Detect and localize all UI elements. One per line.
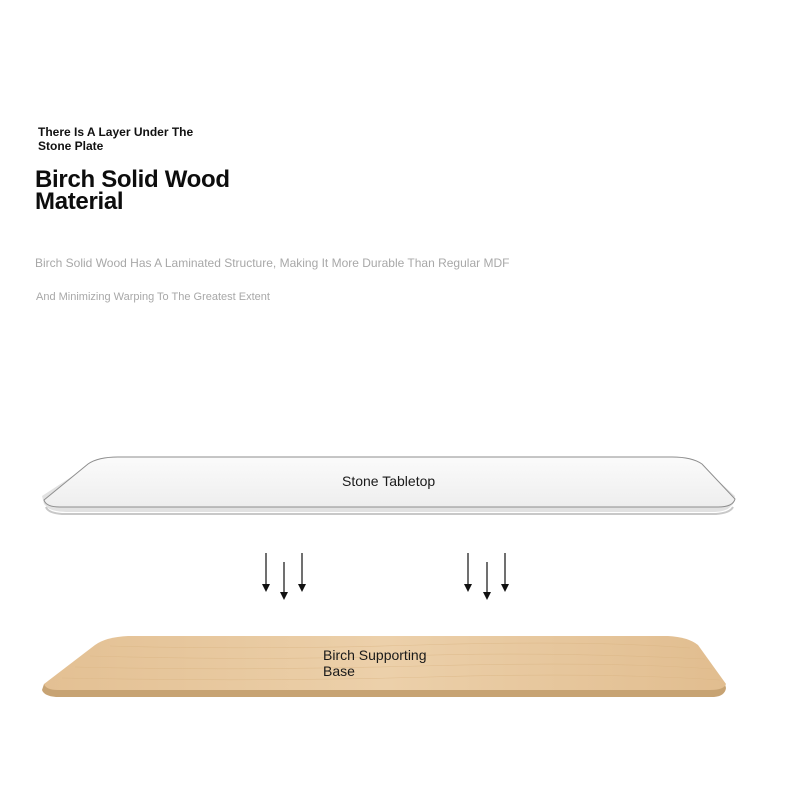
description-line-2: And Minimizing Warping To The Greatest Extent bbox=[36, 291, 270, 303]
stone-tabletop-label: Stone Tabletop bbox=[342, 473, 436, 489]
subtitle: There Is A Layer Under The Stone Plate bbox=[38, 125, 194, 153]
birch-base-label: Birch Supporting Base bbox=[323, 647, 427, 679]
page-title: Birch Solid Wood Material bbox=[35, 166, 230, 215]
down-arrows-icon-right bbox=[464, 553, 509, 600]
description-line-1: Birch Solid Wood Has A Laminated Structure, Making It More Durable Than Regular MDF bbox=[35, 256, 510, 270]
down-arrows-icon-left bbox=[262, 553, 306, 600]
